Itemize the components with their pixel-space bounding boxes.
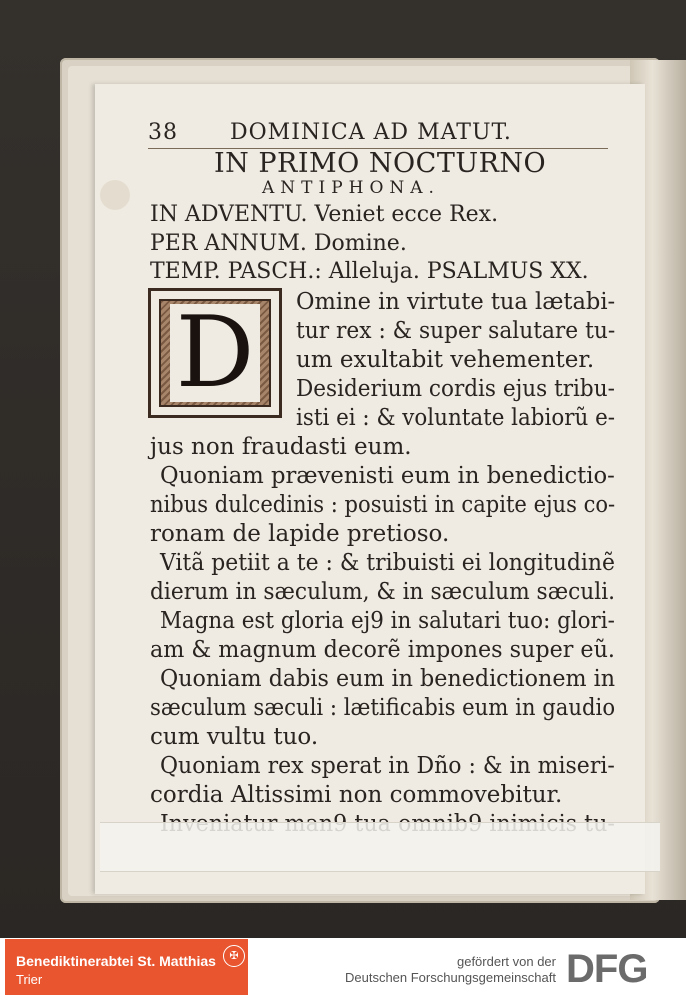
abbey-logo-icon: ✠	[223, 945, 245, 967]
institution-badge[interactable]	[5, 939, 248, 995]
text-line: dierum in sæculum, & in sæculum sæculi.	[150, 579, 616, 605]
dfg-logo[interactable]: DFG	[566, 947, 648, 991]
running-title: DOMINICA AD MATUT.	[230, 120, 512, 145]
text-line: ronam de lapide pretioso.	[150, 521, 450, 547]
text-line: nibus dulcedinis : posuisti in capite ejus co-	[150, 492, 616, 518]
paper-tape	[100, 822, 660, 872]
text-line: jus non fraudasti eum.	[150, 434, 412, 460]
text-line: Quoniam prævenisti eum in benedictio-	[160, 463, 615, 489]
funding-organization: Deutschen Forschungsgemeinschaft	[344, 970, 556, 985]
text-line: cordia Altissimi non commovebitur.	[150, 782, 563, 808]
text-line: isti ei : & voluntate labiorũ e-	[296, 405, 615, 431]
text-line: Desiderium cordis ejus tribu-	[296, 376, 615, 402]
drop-cap-letter: D	[170, 304, 261, 402]
drop-cap-frame	[148, 288, 282, 418]
funding-text: gefördert von der	[456, 954, 556, 969]
text-line: Vitã petiit a te : & tribuisti ei longitudinẽ	[160, 550, 615, 576]
section-subheading: ANTIPHONA.	[262, 178, 440, 198]
drop-cap-ornament	[159, 296, 271, 410]
text-line: am & magnum decorẽ impones super eũ.	[150, 637, 615, 663]
rubric-line: PER ANNUM. Domine.	[150, 231, 407, 256]
paper-stain	[100, 180, 130, 210]
page-number: 38	[148, 120, 178, 145]
rubric-line: TEMP. PASCH.: Alleluja. PSALMUS XX.	[150, 259, 589, 284]
section-heading: IN PRIMO NOCTURNO	[214, 148, 547, 179]
institution-city: Trier	[16, 972, 43, 987]
text-line: Quoniam dabis eum in benedictionem in	[160, 666, 616, 692]
running-head	[148, 118, 608, 149]
text-line: cum vultu tuo.	[150, 724, 319, 750]
text-line: sæculum sæculi : lætificabis eum in gaudio	[150, 695, 616, 721]
institution-name: Benediktinerabtei St. Matthias	[16, 953, 216, 969]
text-line: Magna est gloria ej9 in salutari tuo: glori-	[160, 608, 615, 634]
text-line: Quoniam rex sperat in Dño : & in miseri-	[160, 753, 615, 779]
rubric-line: IN ADVENTU. Veniet ecce Rex.	[150, 202, 499, 227]
text-line: tur rex : & super salutare tu-	[296, 318, 616, 344]
text-line: um exultabit vehementer.	[296, 347, 595, 373]
text-line: Omine in virtute tua lætabi-	[296, 289, 616, 315]
